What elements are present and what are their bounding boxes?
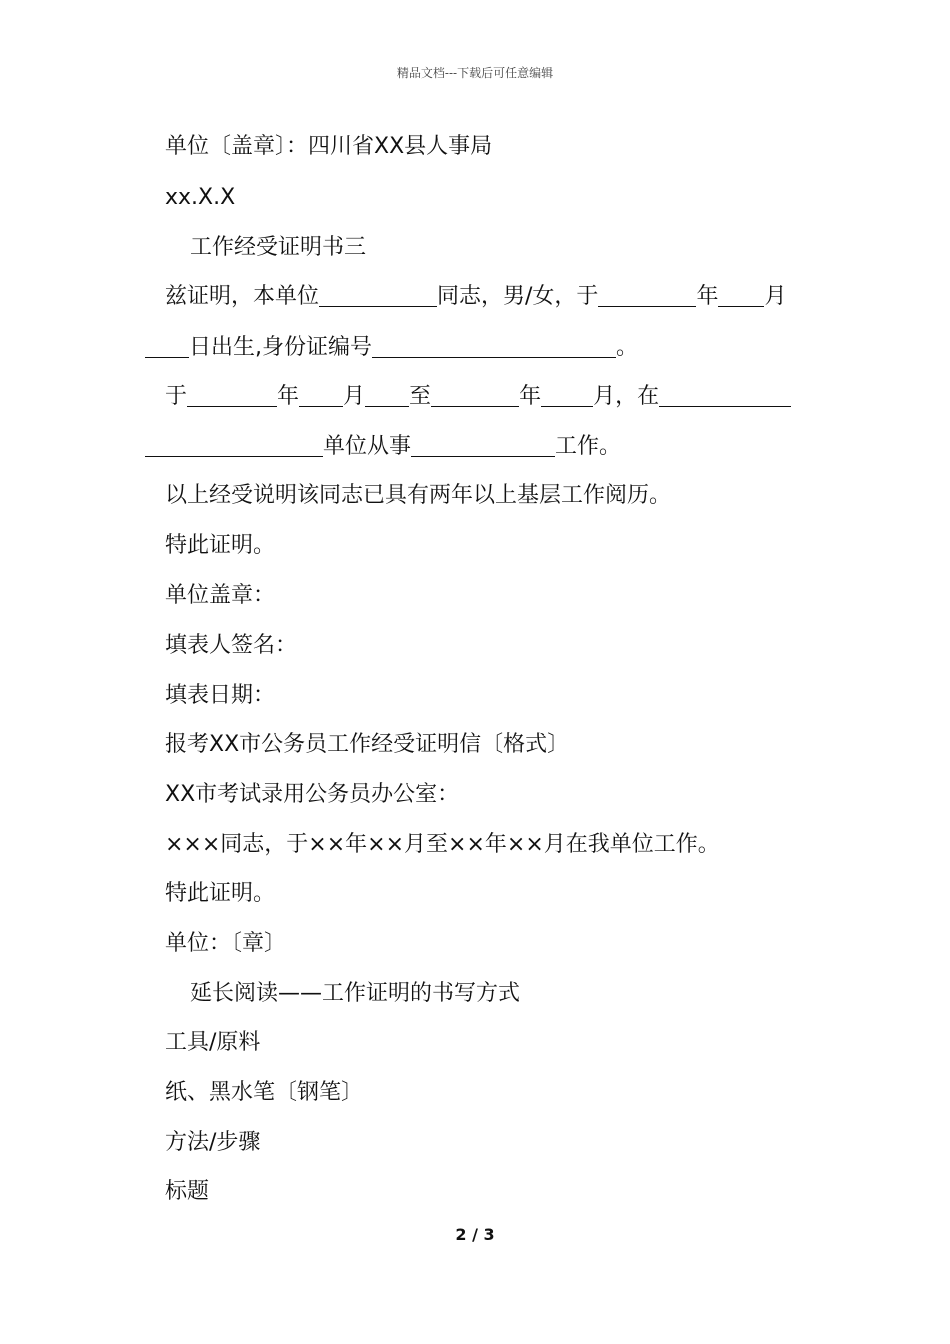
certify-closing: 特此证明。 — [165, 533, 276, 558]
text-segment: 同志，男/女，于 — [437, 284, 599, 309]
certify-line-3 — [165, 383, 791, 411]
letter-unit-stamp: 单位：〔章〕 — [165, 931, 287, 956]
section-title: 工作经受证明书三 — [190, 235, 367, 260]
blank-field — [372, 335, 616, 358]
text-segment: 年 — [519, 384, 542, 409]
text-segment: 于 — [165, 384, 188, 409]
blank-field — [187, 384, 277, 407]
text-segment: 。 — [616, 335, 639, 360]
blank-field — [411, 434, 555, 457]
blank-field — [718, 284, 764, 307]
letter-recipient: XX市考试录用公务员办公室： — [165, 782, 460, 807]
text-segment: 月 — [343, 384, 366, 409]
blank-field — [541, 384, 593, 407]
text-segment: 单位从事 — [323, 434, 412, 459]
date-line: xx.X.X — [165, 185, 236, 210]
blank-field — [145, 335, 189, 358]
unit-stamp-label: 单位盖章： — [165, 583, 276, 608]
extended-reading-title: 延长阅读——工作证明的书写方式 — [190, 981, 521, 1006]
blank-field — [145, 434, 323, 457]
title-heading: 标题 — [165, 1179, 210, 1204]
tools-heading: 工具/原料 — [165, 1030, 261, 1055]
text-segment: 月，在 — [593, 384, 660, 409]
text-segment: 月 — [764, 284, 787, 309]
letter-format-title: 报考XX市公务员工作经受证明信〔格式〕 — [165, 732, 570, 757]
text-segment: 年 — [696, 284, 719, 309]
experience-statement: 以上经受说明该同志已具有两年以上基层工作阅历。 — [165, 483, 672, 508]
text-segment: 工作。 — [555, 434, 622, 459]
fill-date-label: 填表日期： — [165, 683, 276, 708]
blank-field — [319, 284, 437, 307]
unit-stamp-line: 单位〔盖章〕：四川省XX县人事局 — [165, 134, 493, 159]
page-number: 2 / 3 — [455, 1225, 495, 1244]
blank-field — [431, 384, 519, 407]
certify-line-4 — [145, 433, 621, 461]
letter-body: ×××同志，于××年××月至××年××月在我单位工作。 — [165, 832, 720, 857]
tools-list: 纸、黑水笔〔钢笔〕 — [165, 1080, 364, 1105]
text-segment: 至 — [409, 384, 432, 409]
blank-field — [299, 384, 343, 407]
letter-closing: 特此证明。 — [165, 881, 276, 906]
blank-field — [365, 384, 409, 407]
blank-field — [659, 384, 791, 407]
method-heading: 方法/步骤 — [165, 1130, 261, 1155]
filler-signature-label: 填表人签名： — [165, 633, 298, 658]
certify-line-2 — [145, 334, 638, 362]
text-segment: 兹证明，本单位 — [165, 284, 320, 309]
blank-field — [598, 284, 696, 307]
page-header: 精品文档---下载后可任意编辑 — [396, 66, 554, 80]
text-segment: 年 — [277, 384, 300, 409]
text-segment: 日出生,身份证编号 — [189, 335, 372, 360]
certify-line-1 — [165, 283, 786, 311]
